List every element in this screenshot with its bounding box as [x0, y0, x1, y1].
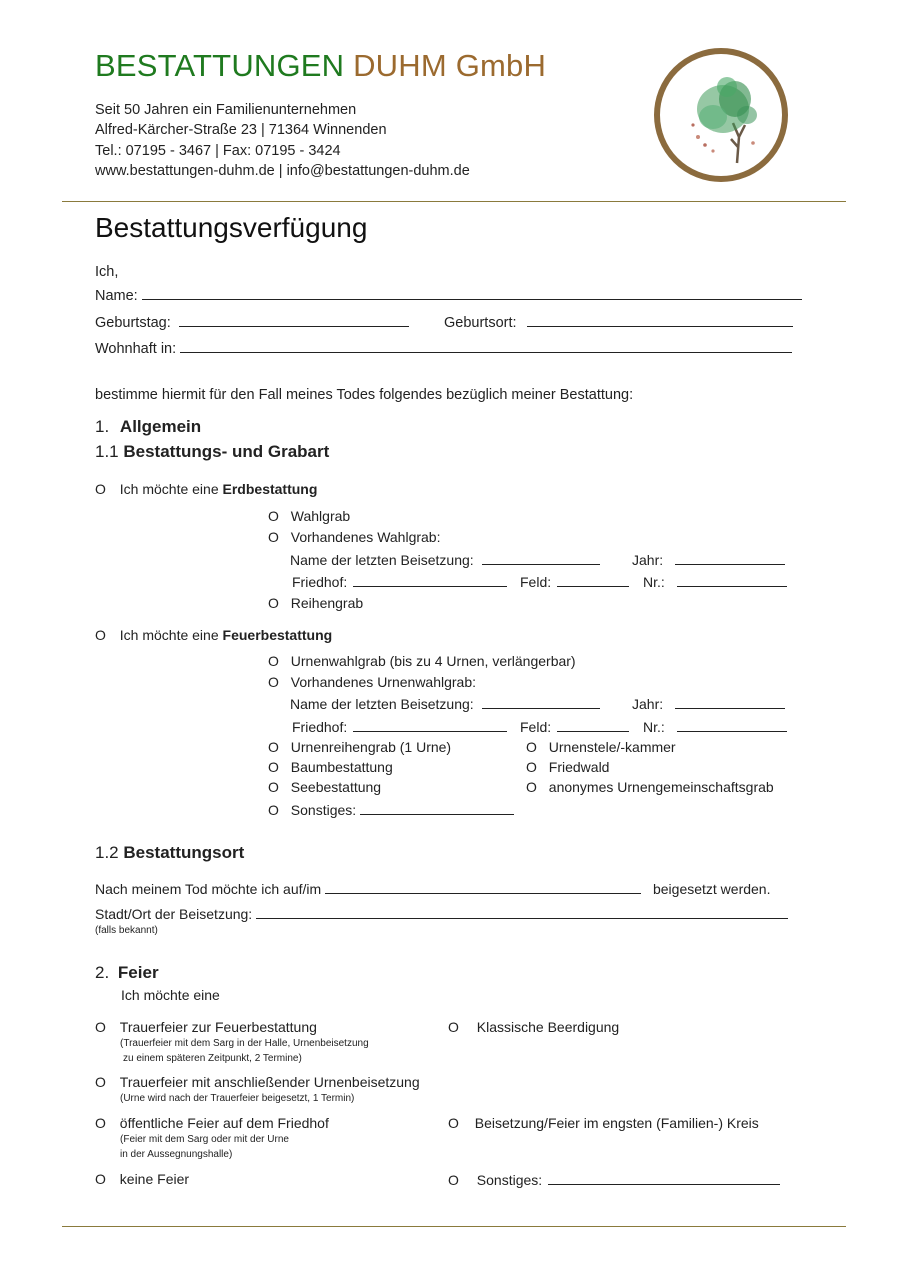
radio-mark[interactable]: O [95, 1171, 106, 1187]
option-trauerfeier-feuerbestattung[interactable] [95, 1019, 317, 1035]
option-note: (Feier mit dem Sarg oder mit der Urne [120, 1134, 289, 1145]
option-label: Trauerfeier zur Feuerbestattung [119, 1019, 317, 1035]
option-label: Urnenreihengrab (1 Urne) [290, 739, 452, 755]
radio-mark[interactable]: O [448, 1019, 459, 1035]
name-row [95, 286, 802, 304]
bestattungsort-row [95, 880, 771, 897]
birthplace-field[interactable] [527, 313, 793, 327]
option-keine-feier[interactable] [95, 1171, 189, 1187]
erd-feld-row [520, 573, 629, 590]
phone-fax: Tel.: 07195 - 3467 | Fax: 07195 - 3424 [95, 143, 341, 159]
field-label: Name der letzten Beisetzung: [290, 696, 474, 712]
birthplace-row [444, 313, 793, 331]
section-1-2-heading [95, 843, 244, 863]
feuer-jahr-row [632, 695, 785, 712]
option-label: Vorhandenes Wahlgrab: [290, 529, 441, 545]
option-label: Wahlgrab [290, 508, 351, 524]
option-label: keine Feier [119, 1171, 190, 1187]
section-2-title: Feier [117, 963, 159, 982]
name-field[interactable] [142, 286, 802, 300]
erd-friedhof-row [292, 573, 507, 590]
feuer-name-letzten-field[interactable] [482, 695, 600, 709]
erd-friedhof-field[interactable] [353, 573, 507, 587]
option-note: in der Aussegnungshalle) [120, 1149, 233, 1160]
option-label: anonymes Urnengemeinschaftsgrab [548, 779, 774, 795]
sonstiges-feuer-field[interactable] [360, 801, 514, 815]
option-label: Sonstiges: [290, 802, 357, 818]
radio-mark[interactable]: O [95, 1074, 106, 1090]
section-1-1-heading [95, 442, 329, 462]
feuer-feld-field[interactable] [557, 718, 629, 732]
bestattungsort-field[interactable] [325, 880, 641, 894]
option-label: Ich möchte eine [119, 627, 219, 643]
company-name [95, 48, 546, 84]
option-label: Seebestattung [290, 779, 382, 795]
option-feuerbestattung[interactable] [95, 627, 332, 643]
company-name-part2: DUHM GmbH [353, 48, 547, 83]
footer-divider [62, 1226, 846, 1227]
radio-mark[interactable]: O [526, 779, 537, 795]
erd-nr-field[interactable] [677, 573, 787, 587]
web-email: www.bestattungen-duhm.de | info@bestattungen-duhm.de [95, 163, 470, 179]
erd-feld-field[interactable] [557, 573, 629, 587]
option-sonstiges-feuer[interactable] [268, 801, 514, 818]
birthday-row [95, 313, 409, 331]
erd-nr-row [643, 573, 787, 590]
residence-label: Wohnhaft in: [95, 341, 177, 357]
radio-mark[interactable]: O [268, 595, 279, 611]
radio-mark[interactable]: O [268, 653, 279, 669]
option-erdbestattung[interactable] [95, 481, 317, 497]
field-label: Stadt/Ort der Beisetzung: [95, 906, 253, 922]
option-sonstiges-feier[interactable] [448, 1171, 780, 1188]
option-label: Beisetzung/Feier im engsten (Familien-) Kreis [474, 1115, 759, 1131]
radio-mark[interactable]: O [95, 1115, 106, 1131]
section-2-number: 2. [95, 963, 110, 982]
header-divider [62, 201, 846, 202]
option-friedwald[interactable] [526, 759, 609, 775]
option-reihengrab[interactable] [268, 595, 363, 611]
section-1-title: Allgemein [119, 417, 202, 436]
option-label: Ich möchte eine [119, 481, 219, 497]
radio-mark[interactable]: O [268, 674, 279, 690]
field-label: Jahr: [632, 696, 664, 712]
feuer-friedhof-row [292, 718, 507, 735]
section-1-number: 1. [95, 417, 110, 436]
field-label: Nr.: [643, 574, 665, 590]
option-label-bold: Erdbestattung [222, 481, 318, 497]
field-label: Jahr: [632, 552, 664, 568]
option-vorhandenes-urnenwahlgrab[interactable] [268, 674, 476, 690]
option-urnenwahlgrab[interactable] [268, 653, 576, 669]
option-label: Trauerfeier mit anschließender Urnenbeisetzung [119, 1074, 420, 1090]
radio-mark[interactable]: O [268, 779, 279, 795]
option-wahlgrab[interactable] [268, 508, 350, 524]
feuer-name-letzten-row [290, 695, 600, 712]
birthday-label: Geburtstag: [95, 315, 171, 331]
option-label: Reihengrab [290, 595, 364, 611]
stadt-row [95, 905, 788, 922]
radio-mark[interactable]: O [448, 1115, 459, 1131]
field-label: Nach meinem Tod möchte ich auf/im [95, 881, 322, 897]
field-label: Friedhof: [292, 719, 348, 735]
birthplace-label: Geburtsort: [444, 315, 517, 331]
intro-text: bestimme hiermit für den Fall meines Todes folgendes bezüglich meiner Bestattung: [95, 387, 634, 403]
section-1-2-number: 1.2 [95, 843, 119, 862]
radio-mark[interactable]: O [268, 802, 279, 818]
radio-mark[interactable]: O [95, 627, 106, 643]
option-note: (Urne wird nach der Trauerfeier beigesetzt, 1 Termin) [120, 1093, 355, 1104]
option-label: Sonstiges: [476, 1172, 543, 1188]
option-label: Urnenwahlgrab (bis zu 4 Urnen, verlängerbar) [290, 653, 576, 669]
radio-mark[interactable]: O [448, 1172, 459, 1188]
option-label: Klassische Beerdigung [476, 1019, 620, 1035]
field-label: Name der letzten Beisetzung: [290, 552, 474, 568]
name-label: Name: [95, 288, 138, 304]
option-oeffentliche-feier[interactable] [95, 1115, 329, 1131]
option-label: öffentliche Feier auf dem Friedhof [119, 1115, 329, 1131]
option-note: (Trauerfeier mit dem Sarg in der Halle, Urnenbeisetzung [120, 1038, 369, 1049]
radio-mark[interactable]: O [268, 739, 279, 755]
section-2-heading [95, 963, 159, 983]
residence-field[interactable] [180, 339, 792, 353]
section-1-1-title: Bestattungs- und Grabart [123, 442, 330, 461]
option-label: Friedwald [548, 759, 610, 775]
birthday-field[interactable] [179, 313, 409, 327]
tagline: Seit 50 Jahren ein Familienunternehmen [95, 102, 357, 118]
option-anonymes-urnengemeinschaftsgrab[interactable] [526, 779, 774, 795]
section-1-heading [95, 417, 201, 437]
option-seebestattung[interactable] [268, 779, 381, 795]
feuer-nr-row [643, 718, 787, 735]
feuer-nr-field[interactable] [677, 718, 787, 732]
option-klassische-beerdigung[interactable] [448, 1019, 619, 1035]
option-note: zu einem späteren Zeitpunkt, 2 Termine) [123, 1053, 302, 1064]
radio-mark[interactable]: O [95, 1019, 106, 1035]
radio-mark[interactable]: O [526, 739, 537, 755]
radio-mark[interactable]: O [526, 759, 537, 775]
option-label: Vorhandenes Urnenwahlgrab: [290, 674, 477, 690]
option-urnenreihengrab[interactable] [268, 739, 451, 755]
ich-label: Ich, [95, 264, 119, 280]
field-label: Feld: [520, 719, 552, 735]
option-label: Baumbestattung [290, 759, 393, 775]
option-label-bold: Feuerbestattung [222, 627, 333, 643]
erd-jahr-row [632, 551, 785, 568]
page-title: Bestattungsverfügung [95, 212, 368, 243]
option-urnenstele[interactable] [526, 739, 676, 755]
option-vorhandenes-wahlgrab[interactable] [268, 529, 440, 545]
feuer-friedhof-field[interactable] [353, 718, 507, 732]
option-trauerfeier-urnenbeisetzung[interactable] [95, 1074, 420, 1090]
radio-mark[interactable]: O [268, 529, 279, 545]
falls-bekannt-note: (falls bekannt) [95, 925, 158, 936]
erd-name-letzten-row [290, 551, 600, 568]
company-name-part1: BESTATTUNGEN [95, 48, 345, 83]
sonstiges-feier-field[interactable] [548, 1171, 780, 1185]
option-label: Urnenstele/-kammer [548, 739, 676, 755]
field-label: Feld: [520, 574, 552, 590]
erd-jahr-field[interactable] [675, 551, 785, 565]
field-suffix: beigesetzt werden. [652, 881, 771, 897]
feuer-feld-row [520, 718, 629, 735]
radio-mark[interactable]: O [268, 759, 279, 775]
field-label: Friedhof: [292, 574, 348, 590]
section-2-intro: Ich möchte eine [121, 987, 220, 1003]
residence-row [95, 339, 792, 357]
radio-mark[interactable]: O [95, 481, 106, 497]
feuer-jahr-field[interactable] [675, 695, 785, 709]
section-1-1-number: 1.1 [95, 442, 119, 461]
section-1-2-title: Bestattungsort [123, 843, 245, 862]
field-label: Nr.: [643, 719, 665, 735]
option-baumbestattung[interactable] [268, 759, 393, 775]
stadt-field[interactable] [256, 905, 788, 919]
erd-name-letzten-field[interactable] [482, 551, 600, 565]
address: Alfred-Kärcher-Straße 23 | 71364 Winnenden [95, 122, 387, 138]
tree-logo-icon [653, 47, 789, 183]
radio-mark[interactable]: O [268, 508, 279, 524]
option-engster-kreis[interactable] [448, 1115, 759, 1131]
